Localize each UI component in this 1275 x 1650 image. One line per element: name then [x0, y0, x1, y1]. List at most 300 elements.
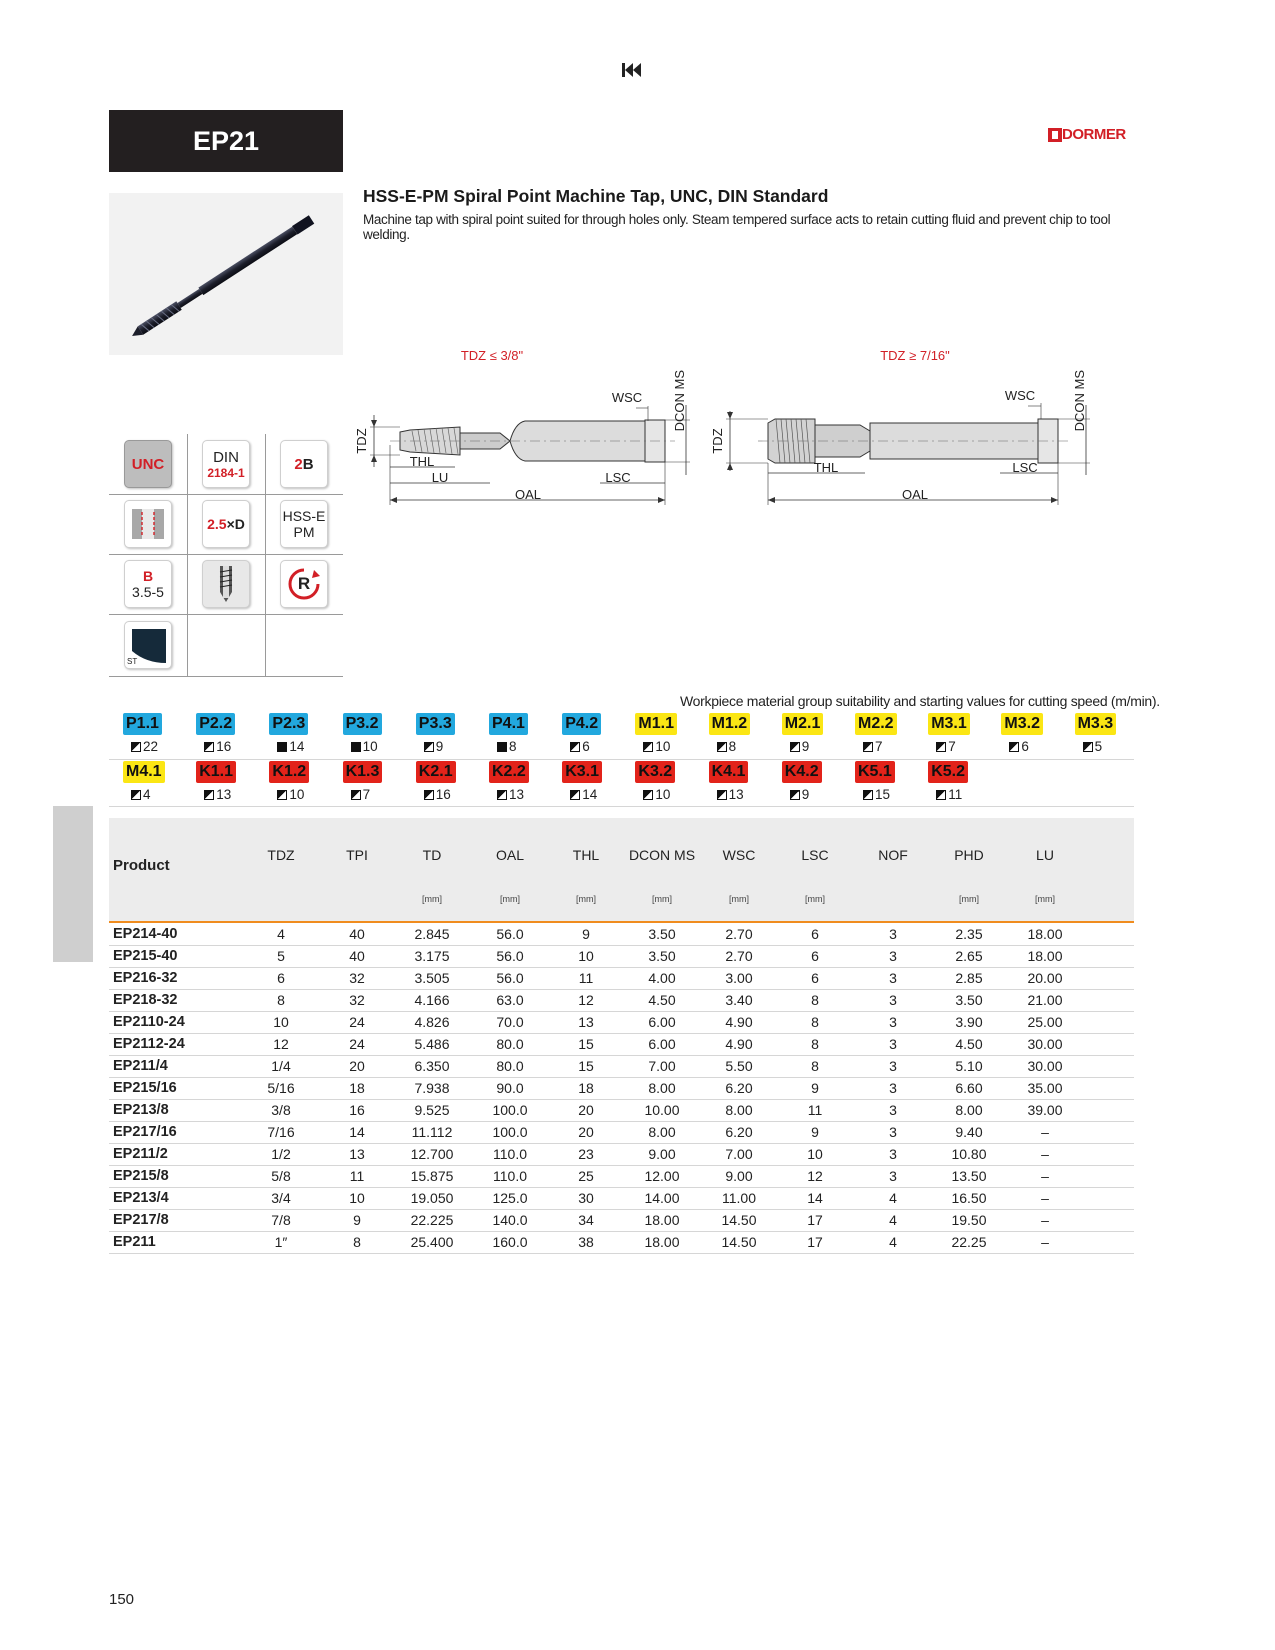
cutting-speed-value: 11 — [948, 787, 963, 802]
table-row[interactable] — [109, 1231, 1134, 1254]
right-lsc-label: LSC — [1012, 460, 1038, 475]
column-header-td: TD — [422, 847, 442, 863]
product-column-header: Product — [113, 857, 170, 874]
material-code: P3.2 — [343, 713, 382, 735]
material-group-k5-1 — [841, 761, 914, 807]
cell-td: 2.845 — [414, 926, 450, 942]
cell-wsc: 14.50 — [721, 1212, 757, 1228]
material-code: M1.1 — [635, 713, 677, 735]
material-cell — [265, 494, 343, 554]
material-code: P4.2 — [562, 713, 601, 735]
cell-oal: 160.0 — [492, 1234, 528, 1250]
cell-wsc: 8.00 — [725, 1102, 753, 1118]
product-code: EP215/8 — [113, 1168, 169, 1184]
material-group-k4-1 — [695, 761, 768, 807]
material-group-m2-2 — [841, 713, 914, 759]
spiral-point-icon — [202, 560, 250, 608]
cell-nof: 4 — [889, 1234, 897, 1250]
section-side-tab[interactable] — [53, 806, 93, 962]
cell-lsc: 6 — [811, 970, 819, 986]
cutting-speed — [570, 739, 590, 754]
cell-wsc: 6.20 — [725, 1080, 753, 1096]
cell-wsc: 2.70 — [725, 926, 753, 942]
cell-lsc: 8 — [811, 1036, 819, 1052]
cell-nof: 4 — [889, 1190, 897, 1206]
cell-oal: 56.0 — [496, 970, 524, 986]
cell-phd: 4.50 — [955, 1036, 983, 1052]
material-code: K1.2 — [269, 761, 309, 783]
table-row[interactable] — [109, 1121, 1134, 1144]
cutting-speed-value: 13 — [509, 787, 525, 802]
cell-phd: 19.50 — [951, 1212, 987, 1228]
cell-oal: 70.0 — [496, 1014, 524, 1030]
din-label: DIN — [213, 448, 239, 466]
partial-suitability-icon — [717, 742, 727, 752]
cell-lsc: 8 — [811, 1014, 819, 1030]
partial-suitability-icon — [131, 790, 141, 800]
cutting-speed — [936, 739, 956, 754]
chamfer-cell — [109, 554, 187, 614]
material-code: K2.1 — [416, 761, 456, 783]
diagram-right-title: TDZ ≥ 7/16" — [880, 348, 950, 363]
column-header-lu: LU — [1036, 847, 1054, 863]
partial-suitability-icon — [936, 790, 946, 800]
right-hand-rotation-icon — [280, 560, 328, 608]
partial-suitability-icon — [790, 790, 800, 800]
cell-phd: 10.80 — [951, 1146, 987, 1162]
cell-thl: 13 — [578, 1014, 594, 1030]
cell-lu: – — [1041, 1168, 1049, 1184]
partial-suitability-icon — [863, 790, 873, 800]
cutting-speed-value: 8 — [509, 739, 517, 754]
tap-small-drawing — [354, 370, 690, 505]
cell-lsc: 6 — [811, 948, 819, 964]
partial-suitability-icon — [863, 742, 873, 752]
cutting-speed — [204, 787, 231, 802]
column-header-phd: PHD — [954, 847, 984, 863]
table-row[interactable] — [109, 1011, 1134, 1034]
cell-lsc: 9 — [811, 1080, 819, 1096]
cell-oal: 140.0 — [492, 1212, 528, 1228]
cell-tdz: 12 — [273, 1036, 289, 1052]
cell-tdz: 5/16 — [267, 1080, 295, 1096]
material-group-m3-1 — [914, 713, 987, 759]
cell-lu: – — [1041, 1234, 1049, 1250]
cell-td: 7.938 — [414, 1080, 450, 1096]
material-group-k2-1 — [402, 761, 475, 807]
cell-wsc: 5.50 — [725, 1058, 753, 1074]
material-code: P1.1 — [123, 713, 162, 735]
column-unit: [mm] — [959, 894, 979, 904]
cutting-speed-value: 9 — [801, 787, 810, 802]
partial-suitability-icon — [1083, 742, 1093, 752]
cell-tdz: 7/16 — [267, 1124, 295, 1140]
product-code: EP216-32 — [113, 970, 178, 986]
column-header-tdz: TDZ — [267, 847, 295, 863]
cell-lsc: 17 — [807, 1234, 823, 1250]
material-group-k3-1 — [548, 761, 621, 807]
cutting-speed — [497, 787, 524, 802]
material-group-p4-1 — [475, 713, 548, 759]
cutting-speed — [790, 739, 810, 754]
cell-nof: 3 — [889, 1036, 897, 1052]
cell-oal: 125.0 — [492, 1190, 528, 1206]
right-dcon-label: DCON MS — [1072, 370, 1087, 432]
left-oal-label: OAL — [514, 487, 542, 502]
product-code: EP213/4 — [113, 1190, 169, 1206]
partial-suitability-icon — [570, 742, 580, 752]
cell-dcon-ms: 18.00 — [644, 1212, 680, 1228]
material-caption: Workpiece material group suitability and starting values for cutting speed (m/min). — [680, 693, 1160, 709]
product-code: EP211/2 — [113, 1146, 168, 1162]
cell-phd: 2.85 — [955, 970, 983, 986]
cell-nof: 3 — [889, 948, 897, 964]
table-row[interactable] — [109, 945, 1134, 968]
cell-thl: 12 — [578, 992, 594, 1008]
cutting-speed-value: 14 — [582, 787, 598, 802]
table-row[interactable] — [109, 1165, 1134, 1188]
cell-dcon-ms: 4.00 — [648, 970, 676, 986]
material-code: M2.1 — [782, 713, 824, 735]
cutting-speed — [643, 787, 670, 802]
cutting-speed-value: 4 — [143, 787, 151, 802]
cell-td: 6.350 — [414, 1058, 450, 1074]
cell-dcon-ms: 8.00 — [648, 1124, 676, 1140]
material-code: P2.3 — [269, 713, 308, 735]
cell-phd: 9.40 — [955, 1124, 983, 1140]
product-code: EP218-32 — [113, 992, 178, 1008]
full-suitability-icon — [497, 742, 507, 752]
partial-suitability-icon — [717, 790, 727, 800]
cell-phd: 2.35 — [955, 926, 983, 942]
material-code: P3.3 — [416, 713, 455, 735]
cutting-speed-value: 10 — [362, 739, 378, 754]
material-bottom: PM — [293, 524, 315, 540]
table-row[interactable] — [109, 1187, 1134, 1210]
surface-label: ST — [127, 657, 138, 666]
cell-lsc: 17 — [807, 1212, 823, 1228]
material-group-k1-1 — [182, 761, 255, 807]
cutting-speed-value: 10 — [655, 739, 671, 754]
cell-tpi: 9 — [353, 1212, 361, 1228]
column-header-oal: OAL — [495, 847, 524, 863]
product-code: EP215-40 — [113, 948, 178, 964]
material-group-p3-2 — [329, 713, 402, 759]
material-code: K3.2 — [635, 761, 675, 783]
cell-td: 22.225 — [410, 1212, 454, 1228]
cutting-speed — [424, 787, 451, 802]
cutting-speed-value: 8 — [728, 739, 737, 754]
cell-tdz: 3/4 — [271, 1190, 291, 1206]
material-code: K1.1 — [196, 761, 236, 783]
rotation-letter: R — [297, 574, 311, 593]
material-code: K3.1 — [562, 761, 602, 783]
cutting-speed — [131, 739, 158, 754]
cell-tpi: 40 — [349, 926, 365, 942]
table-row[interactable] — [109, 923, 1134, 946]
table-row[interactable] — [109, 1143, 1134, 1166]
cell-wsc: 4.90 — [725, 1014, 753, 1030]
technical-drawing — [354, 345, 1130, 530]
left-wsc-label: WSC — [611, 390, 643, 405]
cell-nof: 3 — [889, 926, 897, 942]
cell-thl: 10 — [578, 948, 594, 964]
cell-lsc: 10 — [807, 1146, 823, 1162]
cell-wsc: 3.00 — [725, 970, 753, 986]
cell-phd: 13.50 — [951, 1168, 987, 1184]
cutting-speed-value: 9 — [435, 739, 444, 754]
partial-suitability-icon — [497, 790, 507, 800]
cell-lsc: 9 — [811, 1124, 819, 1140]
table-row[interactable] — [109, 1099, 1134, 1122]
cell-nof: 3 — [889, 1124, 897, 1140]
material-group-m3-3 — [1061, 713, 1134, 759]
cell-tdz: 1/2 — [271, 1146, 291, 1162]
depth-cell — [187, 494, 265, 554]
cell-wsc: 6.20 — [725, 1124, 753, 1140]
cutting-speed-value: 6 — [582, 739, 590, 754]
material-group-k4-2 — [768, 761, 841, 807]
cell-dcon-ms: 4.50 — [648, 992, 676, 1008]
right-oal-label: OAL — [901, 487, 929, 502]
table-row[interactable] — [109, 967, 1134, 990]
cell-thl: 20 — [578, 1102, 594, 1118]
cutting-speed-value: 14 — [289, 739, 305, 754]
depth-suffix: ×D — [226, 516, 245, 532]
cell-lu: 35.00 — [1027, 1080, 1063, 1096]
material-group-p2-3 — [255, 713, 328, 759]
cell-td: 15.875 — [410, 1168, 454, 1184]
din-number: 2184-1 — [207, 465, 245, 480]
material-code: M4.1 — [123, 761, 165, 783]
cutting-speed-value: 5 — [1094, 739, 1103, 754]
table-row[interactable] — [109, 1209, 1134, 1232]
product-code: EP211 — [113, 1234, 156, 1250]
cell-oal: 90.0 — [496, 1080, 524, 1096]
cell-oal: 80.0 — [496, 1036, 524, 1052]
cell-lu: 18.00 — [1027, 948, 1063, 964]
cell-dcon-ms: 14.00 — [644, 1190, 680, 1206]
cell-dcon-ms: 8.00 — [648, 1080, 676, 1096]
cell-dcon-ms: 7.00 — [648, 1058, 676, 1074]
cell-wsc: 2.70 — [725, 948, 753, 964]
material-code: K2.2 — [489, 761, 529, 783]
cell-thl: 23 — [578, 1146, 594, 1162]
material-group-p4-2 — [548, 713, 621, 759]
cell-tpi: 11 — [349, 1168, 365, 1184]
cell-tpi: 20 — [349, 1058, 365, 1074]
column-header-tpi: TPI — [346, 847, 368, 863]
cell-wsc: 4.90 — [725, 1036, 753, 1052]
cell-thl: 11 — [578, 970, 594, 986]
cell-phd: 3.90 — [955, 1014, 983, 1030]
product-code-title: EP21 — [109, 110, 343, 172]
cell-tdz: 5 — [277, 948, 285, 964]
cell-tdz: 5/8 — [271, 1168, 291, 1184]
material-code: K5.2 — [928, 761, 968, 783]
table-row[interactable] — [109, 989, 1134, 1012]
column-header-wsc: WSC — [722, 847, 756, 863]
material-group-m2-1 — [768, 713, 841, 759]
diagram-left-title: TDZ ≤ 3/8" — [460, 348, 524, 363]
standard-cell — [187, 434, 265, 494]
product-code: EP2112-24 — [113, 1036, 185, 1052]
cell-tdz: 4 — [277, 926, 285, 942]
cutting-speed-value: 16 — [435, 787, 451, 802]
cell-phd: 16.50 — [951, 1190, 987, 1206]
dormer-logo-mark-icon — [1048, 128, 1062, 142]
left-dcon-label: DCON MS — [672, 370, 687, 432]
cell-dcon-ms: 6.00 — [648, 1036, 676, 1052]
cell-lu: 21.00 — [1027, 992, 1063, 1008]
material-code: K1.3 — [343, 761, 383, 783]
steam-tempered-surface-icon — [124, 621, 172, 669]
cell-nof: 3 — [889, 1168, 897, 1184]
cell-nof: 3 — [889, 1102, 897, 1118]
partial-suitability-icon — [351, 790, 361, 800]
tolerance-number: 2 — [294, 455, 303, 473]
material-group-m1-2 — [695, 713, 768, 759]
cell-thl: 9 — [582, 926, 590, 942]
cell-nof: 4 — [889, 1212, 897, 1228]
cell-dcon-ms: 6.00 — [648, 1014, 676, 1030]
material-group-k5-2 — [914, 761, 987, 807]
cutting-speed-value: 7 — [362, 787, 371, 802]
cell-lu: 30.00 — [1027, 1058, 1063, 1074]
cell-td: 25.400 — [410, 1234, 454, 1250]
cutting-speed — [131, 787, 151, 802]
cell-phd: 22.25 — [951, 1234, 987, 1250]
unc-thread-icon — [124, 440, 172, 488]
table-row[interactable] — [109, 1033, 1134, 1056]
table-row[interactable] — [109, 1077, 1134, 1100]
cutting-speed — [277, 787, 304, 802]
cell-tpi: 40 — [349, 948, 365, 964]
rotation-cell — [265, 554, 343, 614]
material-top: HSS-E — [282, 508, 326, 524]
cutting-speed-value: 9 — [801, 739, 810, 754]
partial-suitability-icon — [131, 742, 141, 752]
partial-suitability-icon — [424, 742, 434, 752]
product-code: EP211/4 — [113, 1058, 168, 1074]
column-unit: [mm] — [422, 894, 442, 904]
column-header-lsc: LSC — [801, 847, 829, 863]
chamfer-range: 3.5-5 — [132, 584, 164, 600]
column-unit: [mm] — [500, 894, 520, 904]
cell-lu: 18.00 — [1027, 926, 1063, 942]
tolerance-cell — [265, 434, 343, 494]
first-page-icon[interactable] — [620, 60, 644, 80]
cell-phd: 6.60 — [955, 1080, 983, 1096]
partial-suitability-icon — [204, 742, 214, 752]
feature-icon-grid — [109, 434, 343, 677]
cutting-speed-value: 22 — [143, 739, 159, 754]
cutting-speed-value: 6 — [1021, 739, 1029, 754]
cell-oal: 56.0 — [496, 926, 524, 942]
cell-thl: 25 — [578, 1168, 594, 1184]
column-unit: [mm] — [805, 894, 825, 904]
cell-td: 9.525 — [414, 1102, 450, 1118]
product-code: EP213/8 — [113, 1102, 169, 1118]
cell-tpi: 24 — [349, 1036, 365, 1052]
product-heading: HSS-E-PM Spiral Point Machine Tap, UNC, DIN Standard — [363, 186, 829, 206]
thread-depth-icon — [202, 500, 250, 548]
cutting-speed — [643, 739, 670, 754]
column-unit: [mm] — [576, 894, 596, 904]
cell-tpi: 10 — [349, 1190, 365, 1206]
cell-thl: 34 — [578, 1212, 594, 1228]
cell-thl: 15 — [578, 1036, 594, 1052]
cell-wsc: 9.00 — [725, 1168, 753, 1184]
cell-oal: 110.0 — [493, 1146, 527, 1162]
cell-tpi: 32 — [349, 992, 365, 1008]
material-group-m4-1 — [109, 761, 182, 807]
cell-tdz: 8 — [277, 992, 285, 1008]
unc-label: UNC — [131, 455, 165, 473]
cell-td: 11.112 — [411, 1124, 453, 1140]
cell-tdz: 3/8 — [271, 1102, 291, 1118]
cell-lu: 30.00 — [1027, 1036, 1063, 1052]
cell-oal: 100.0 — [492, 1102, 528, 1118]
cell-tdz: 1/4 — [271, 1058, 291, 1074]
material-code: K5.1 — [855, 761, 895, 783]
spiral-point-cell — [187, 554, 265, 614]
partial-suitability-icon — [790, 742, 800, 752]
surface-cell — [109, 614, 187, 676]
cell-nof: 3 — [889, 1014, 897, 1030]
cell-td: 5.486 — [414, 1036, 450, 1052]
cutting-speed-value: 7 — [875, 739, 883, 754]
cutting-speed — [351, 739, 378, 754]
cutting-speed-value: 13 — [216, 787, 232, 802]
left-lsc-label: LSC — [605, 470, 631, 485]
cutting-speed — [204, 739, 231, 754]
partial-suitability-icon — [277, 790, 287, 800]
table-row[interactable] — [109, 1055, 1134, 1078]
cutting-speed — [1083, 739, 1103, 754]
cell-phd: 2.65 — [955, 948, 983, 964]
cell-dcon-ms: 3.50 — [648, 948, 676, 964]
left-thl-label: THL — [409, 454, 435, 469]
cell-tpi: 24 — [349, 1014, 365, 1030]
partial-suitability-icon — [204, 790, 214, 800]
cell-thl: 30 — [578, 1190, 594, 1206]
cell-lsc: 8 — [811, 1058, 819, 1074]
cell-oal: 63.0 — [496, 992, 524, 1008]
cell-lsc: 12 — [807, 1168, 823, 1184]
column-header-nof: NOF — [878, 847, 908, 863]
product-code: EP2110-24 — [113, 1014, 185, 1030]
cutting-speed-value: 10 — [289, 787, 305, 802]
material-group-k3-2 — [621, 761, 694, 807]
din-standard-icon — [202, 440, 250, 488]
through-hole-icon — [124, 500, 172, 548]
cell-dcon-ms: 9.00 — [648, 1146, 676, 1162]
cutting-speed-value: 15 — [875, 787, 891, 802]
material-group-p3-3 — [402, 713, 475, 759]
material-group-k1-2 — [255, 761, 328, 807]
cell-oal: 56.0 — [496, 948, 524, 964]
cell-thl: 20 — [578, 1124, 594, 1140]
hole-type-cell — [109, 494, 187, 554]
material-code: M2.2 — [855, 713, 897, 735]
product-description: Machine tap with spiral point suited for through holes only. Steam tempered surface acts to retain cutting fluid and prevent chip to tool welding. — [363, 212, 1111, 242]
cell-tdz: 6 — [277, 970, 285, 986]
cell-wsc: 7.00 — [725, 1146, 753, 1162]
cell-thl: 15 — [578, 1058, 594, 1074]
dormer-logo — [1048, 126, 1128, 146]
right-wsc-label: WSC — [1004, 388, 1036, 403]
